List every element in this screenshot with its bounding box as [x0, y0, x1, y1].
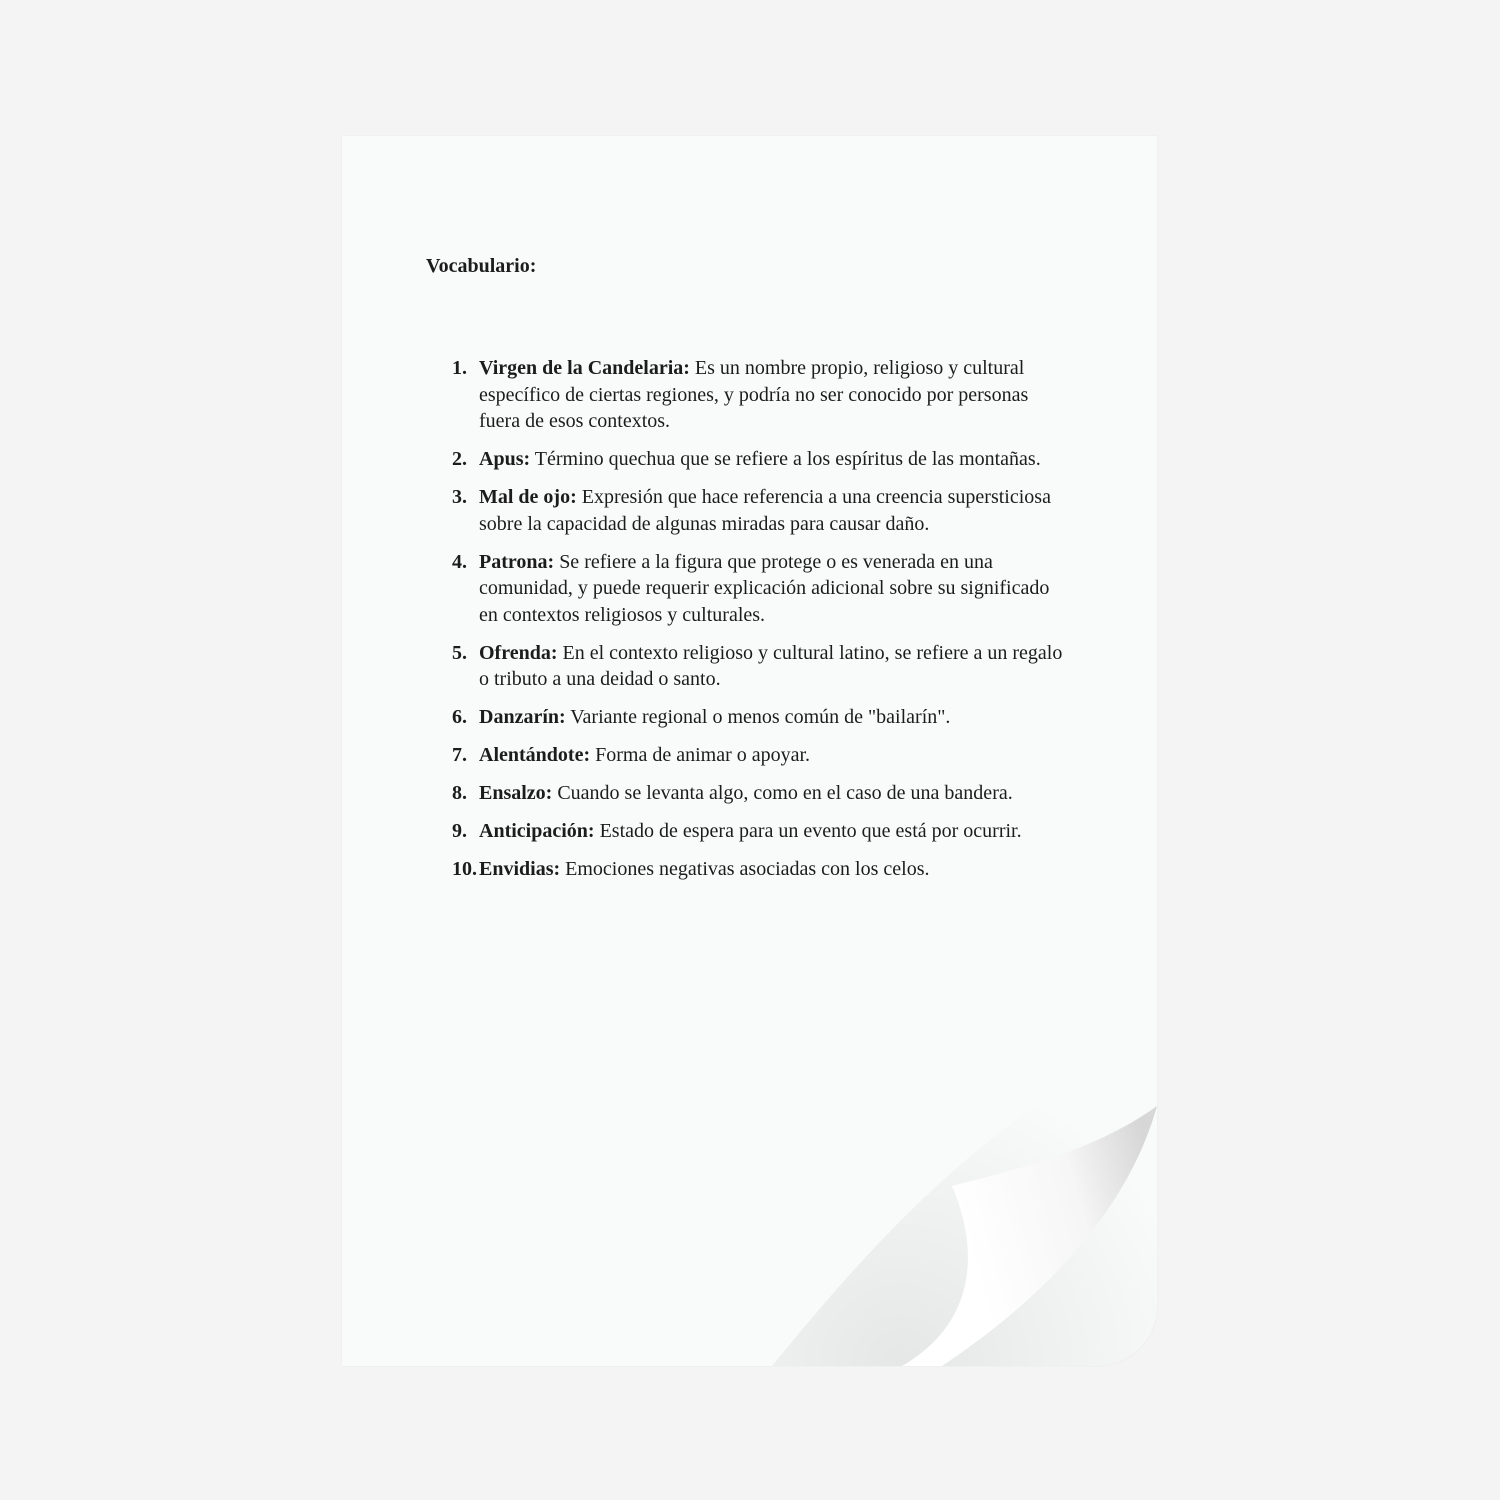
item-number: 9. [452, 820, 467, 842]
item-term: Anticipación: [479, 820, 595, 842]
item-definition: Estado de espera para un evento que está por ocurrir. [594, 820, 1022, 842]
vocabulary-item [426, 355, 1086, 435]
item-number: 3. [452, 486, 467, 508]
document-content [426, 253, 1086, 894]
item-number: 6. [452, 706, 467, 728]
item-body [479, 704, 1069, 731]
vocabulary-item [426, 818, 1086, 845]
item-term: Envidias: [479, 858, 561, 880]
item-body [479, 484, 1069, 537]
item-term: Danzarín: [479, 706, 566, 728]
vocabulary-item [426, 856, 1086, 883]
item-definition: Expresión que hace referencia a una creencia supersticiosa sobre la capacidad de algunas miradas para causar daño. [479, 486, 1051, 535]
item-term: Apus: [479, 448, 531, 470]
vocabulary-list [426, 355, 1086, 883]
document-page [342, 136, 1157, 1366]
item-definition: Variante regional o menos común de "bailarín". [565, 706, 951, 728]
item-term: Patrona: [479, 550, 555, 573]
vocabulary-heading: Vocabulario: [426, 255, 537, 277]
vocabulary-item [426, 704, 1086, 731]
item-body [479, 818, 1069, 845]
item-definition: Forma de animar o apoyar. [590, 744, 811, 766]
item-definition: En el contexto religioso y cultural latino, se refiere a un regalo o tributo a una deidad o santo. [479, 641, 1063, 690]
vocabulary-item [426, 780, 1086, 807]
item-term: Ensalzo: [479, 782, 553, 804]
item-number: 2. [452, 448, 467, 470]
vocabulary-item [426, 446, 1086, 473]
item-body [479, 780, 1069, 807]
vocabulary-item [426, 484, 1086, 537]
vocabulary-item [426, 640, 1086, 693]
item-term: Virgen de la Candelaria: [479, 357, 690, 379]
item-body [479, 856, 1069, 883]
item-number: 1. [452, 357, 467, 379]
item-definition: Se refiere a la figura que protege o es venerada en una comunidad, y puede requerir explicación adicional sobre su significado en contextos religiosos y culturales. [479, 550, 1050, 626]
vocabulary-item [426, 742, 1086, 769]
item-definition: Término quechua que se refiere a los espíritus de las montañas. [530, 448, 1041, 470]
item-number: 4. [452, 550, 467, 573]
item-body [479, 742, 1069, 769]
item-term: Ofrenda: [479, 641, 558, 664]
item-body [479, 355, 1069, 435]
item-number: 10. [452, 858, 477, 880]
item-number: 8. [452, 782, 467, 804]
item-definition: Emociones negativas asociadas con los celos. [560, 858, 930, 880]
item-body [479, 446, 1069, 473]
item-definition: Es un nombre propio, religioso y cultural específico de ciertas regiones, y podría no ser conocido por personas fuera de esos contextos. [479, 357, 1029, 432]
vocabulary-item [426, 549, 1086, 629]
item-body [479, 640, 1069, 693]
item-term: Mal de ojo: [479, 486, 577, 508]
item-definition: Cuando se levanta algo, como en el caso de una bandera. [552, 782, 1013, 804]
item-number: 5. [452, 641, 467, 664]
item-number: 7. [452, 744, 467, 766]
item-body [479, 549, 1069, 629]
item-term: Alentándote: [479, 744, 591, 766]
